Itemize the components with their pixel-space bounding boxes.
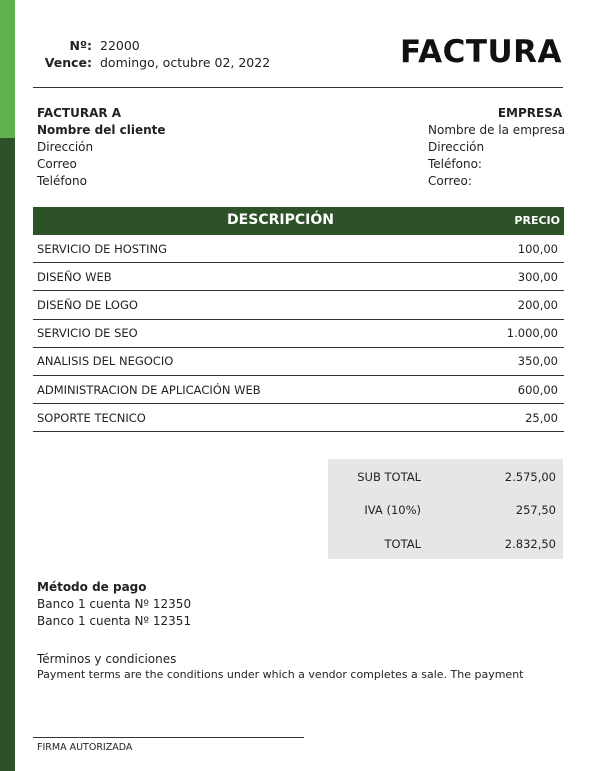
invoice-meta [40,37,270,71]
payment-method [37,579,191,630]
client-phone: Teléfono [37,174,87,188]
table-row [33,404,564,432]
totals-box [328,459,563,559]
item-description: SERVICIO DE SEO [37,326,138,341]
subtotal-label: SUB TOTAL [357,470,421,484]
table-row [33,235,564,263]
item-description: ANALISIS DEL NEGOCIO [37,354,174,369]
company-heading: EMPRESA [497,106,563,120]
item-description: DISEÑO WEB [37,269,112,284]
accent-bar-light [0,0,15,138]
total-row [328,537,563,551]
table-row [33,348,564,376]
item-price: 600,00 [517,382,558,397]
item-description: DISEÑO DE LOGO [37,297,138,312]
invoice-title: FACTURA [399,34,562,70]
item-price: 300,00 [517,269,558,284]
table-row [33,320,564,348]
items-table [33,235,564,432]
company-info [428,105,565,190]
col-description: DESCRIPCIÓN [227,212,334,228]
table-header [33,207,564,235]
subtotal-row [328,470,563,484]
item-price: 1.000,00 [506,326,558,341]
company-address: Dirección [428,140,485,154]
terms [37,651,524,683]
payment-line: Banco 1 cuenta Nº 12351 [37,614,192,628]
terms-text: Payment terms are the conditions under which a vendor completes a sale. The payment [37,668,524,681]
number-label: Nº: [69,38,92,53]
terms-heading: Términos y condiciones [37,652,177,666]
col-price: PRECIO [514,214,560,227]
tax-value: 257,50 [515,503,556,517]
subtotal-value: 2.575,00 [504,470,556,484]
client-email: Correo [37,157,77,171]
company-name: Nombre de la empresa [428,123,566,137]
company-email: Correo: [428,174,472,188]
table-row [33,376,564,404]
item-description: ADMINISTRACION DE APLICACIÓN WEB [37,382,261,397]
bill-to [37,105,166,190]
client-name: Nombre del cliente [37,123,166,137]
table-row [33,291,564,319]
item-price: 350,00 [517,354,558,369]
bill-to-heading: FACTURAR A [37,106,122,120]
total-value: 2.832,50 [504,537,556,551]
item-price: 25,00 [525,410,558,425]
signature-line [33,737,304,738]
total-label: TOTAL [384,537,421,551]
item-description: SOPORTE TECNICO [37,410,146,425]
item-price: 200,00 [517,297,558,312]
item-price: 100,00 [517,241,558,256]
client-address: Dirección [37,140,94,154]
invoice-number: 22000 [100,38,140,53]
accent-bar-dark [0,138,15,771]
header-divider [33,87,563,88]
item-description: SERVICIO DE HOSTING [37,241,168,256]
payment-heading: Método de pago [37,580,147,594]
table-row [33,263,564,291]
company-phone: Teléfono: [428,157,482,171]
due-date: domingo, octubre 02, 2022 [100,55,271,70]
due-label: Vence: [44,55,92,70]
tax-label: IVA (10%) [364,503,421,517]
payment-line: Banco 1 cuenta Nº 12350 [37,597,192,611]
signature-label: FIRMA AUTORIZADA [37,742,133,753]
tax-row [328,503,563,517]
